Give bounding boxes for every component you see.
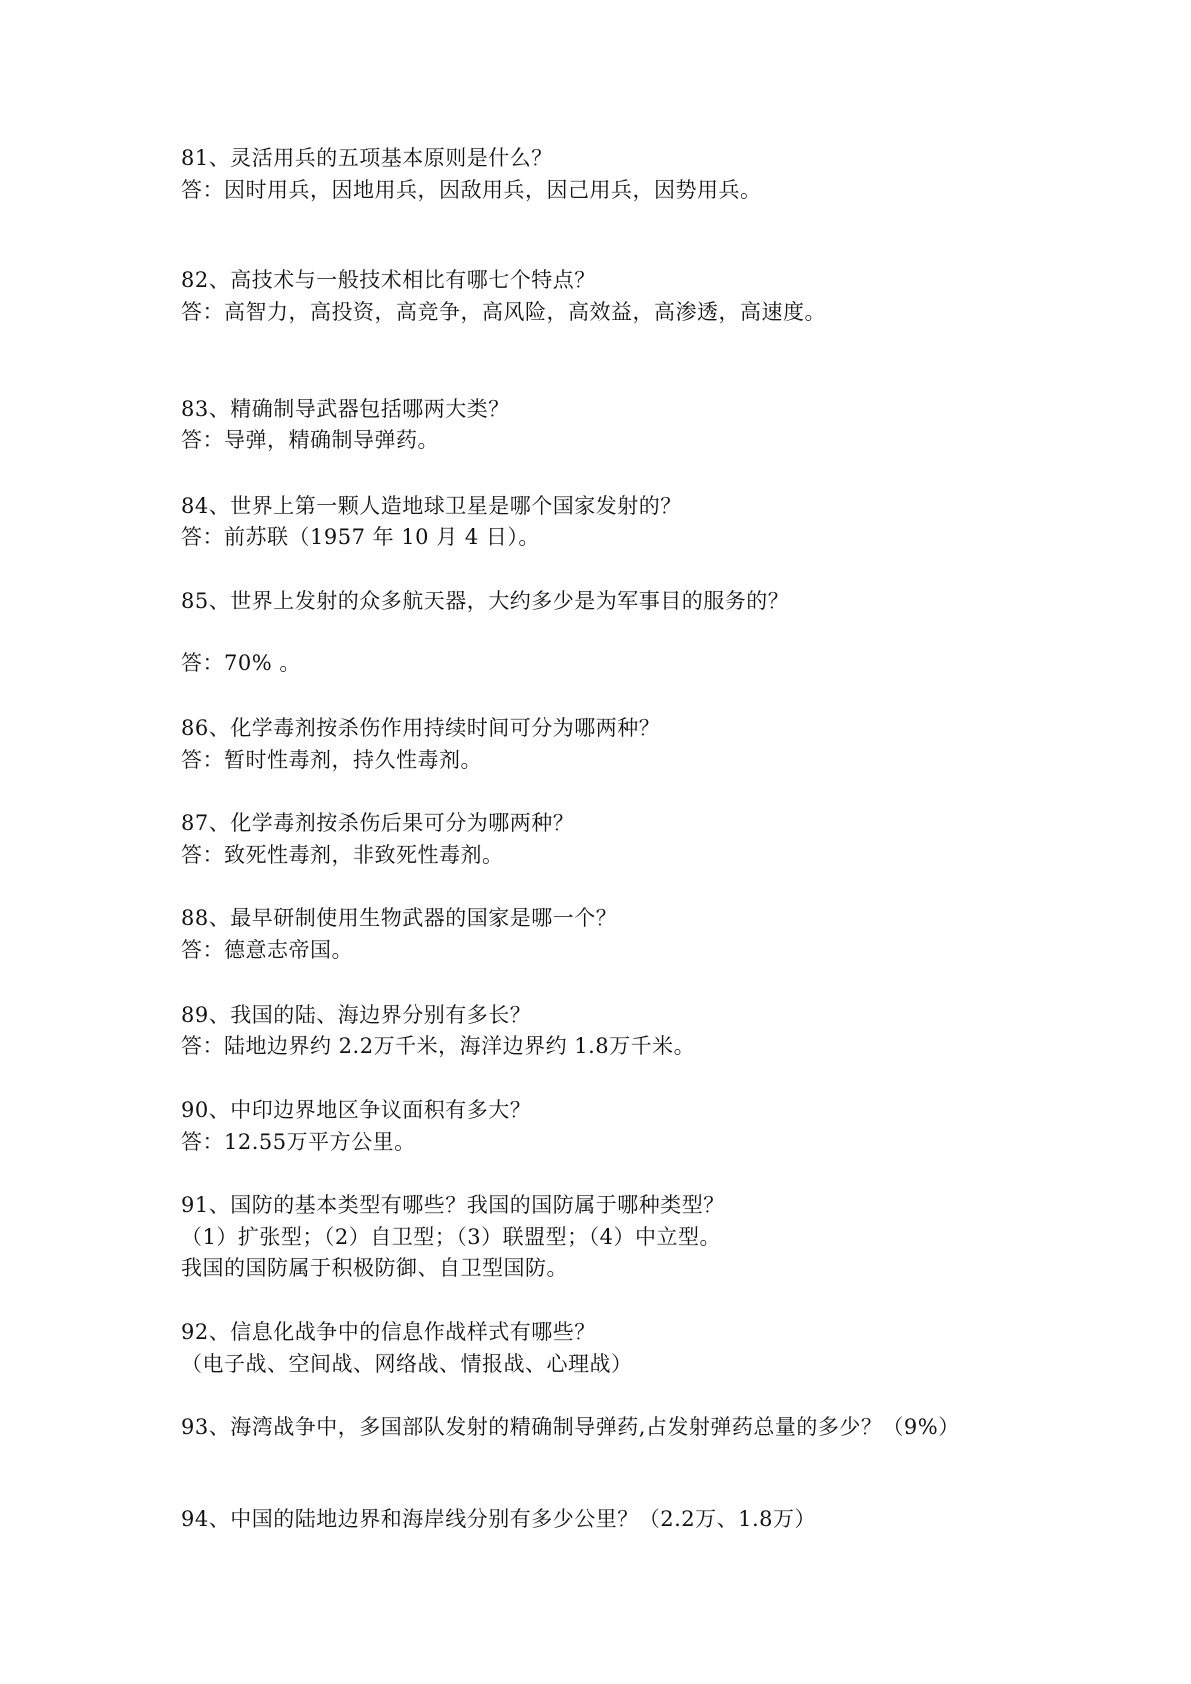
- answer-88: 答：德意志帝国。: [181, 938, 353, 962]
- question-92: 92、信息化战争中的信息作战样式有哪些？: [181, 1320, 596, 1344]
- answer-91-china: 我国的国防属于积极防御、自卫型国防。: [181, 1256, 568, 1280]
- question-85: 85、世界上发射的众多航天器，大约多少是为军事目的服务的？: [181, 589, 790, 613]
- answer-90: 答：12.55万平方公里。: [181, 1130, 416, 1154]
- question-83: 83、精确制导武器包括哪两大类？: [181, 397, 510, 421]
- question-89: 89、我国的陆、海边界分别有多长？: [181, 1003, 532, 1027]
- question-82: 82、高技术与一般技术相比有哪七个特点？: [181, 268, 596, 292]
- question-93: 93、海湾战争中，多国部队发射的精确制导弹药,占发射弹药总量的多少？（9%）: [181, 1415, 960, 1439]
- answer-87: 答：致死性毒剂，非致死性毒剂。: [181, 843, 504, 867]
- question-87: 87、化学毒剂按杀伤后果可分为哪两种？: [181, 811, 575, 835]
- question-88: 88、最早研制使用生物武器的国家是哪一个？: [181, 906, 618, 930]
- answer-85: 答：70% 。: [181, 651, 301, 675]
- answer-83: 答：导弹，精确制导弹药。: [181, 428, 439, 452]
- answer-82: 答：高智力，高投资，高竞争，高风险，高效益，高渗透，高速度。: [181, 300, 826, 324]
- question-91: 91、国防的基本类型有哪些？我国的国防属于哪种类型？: [181, 1193, 725, 1217]
- question-84: 84、世界上第一颗人造地球卫星是哪个国家发射的？: [181, 494, 682, 518]
- question-94: 94、中国的陆地边界和海岸线分别有多少公里？（2.2万、1.8万）: [181, 1507, 817, 1531]
- question-81: 81、灵活用兵的五项基本原则是什么？: [181, 146, 553, 170]
- question-86: 86、化学毒剂按杀伤作用持续时间可分为哪两种？: [181, 716, 661, 740]
- answer-91-types: （1）扩张型；（2）自卫型；（3）联盟型；（4）中立型。: [181, 1225, 721, 1249]
- question-90: 90、中印边界地区争议面积有多大？: [181, 1098, 532, 1122]
- answer-89: 答：陆地边界约 2.2万千米，海洋边界约 1.8万千米。: [181, 1034, 696, 1058]
- answer-86: 答：暂时性毒剂，持久性毒剂。: [181, 748, 482, 772]
- answer-81: 答：因时用兵，因地用兵，因敌用兵，因己用兵，因势用兵。: [181, 178, 762, 202]
- answer-84: 答：前苏联（1957 年 10 月 4 日）。: [181, 525, 540, 549]
- answer-92: （电子战、空间战、网络战、情报战、心理战）: [181, 1352, 633, 1376]
